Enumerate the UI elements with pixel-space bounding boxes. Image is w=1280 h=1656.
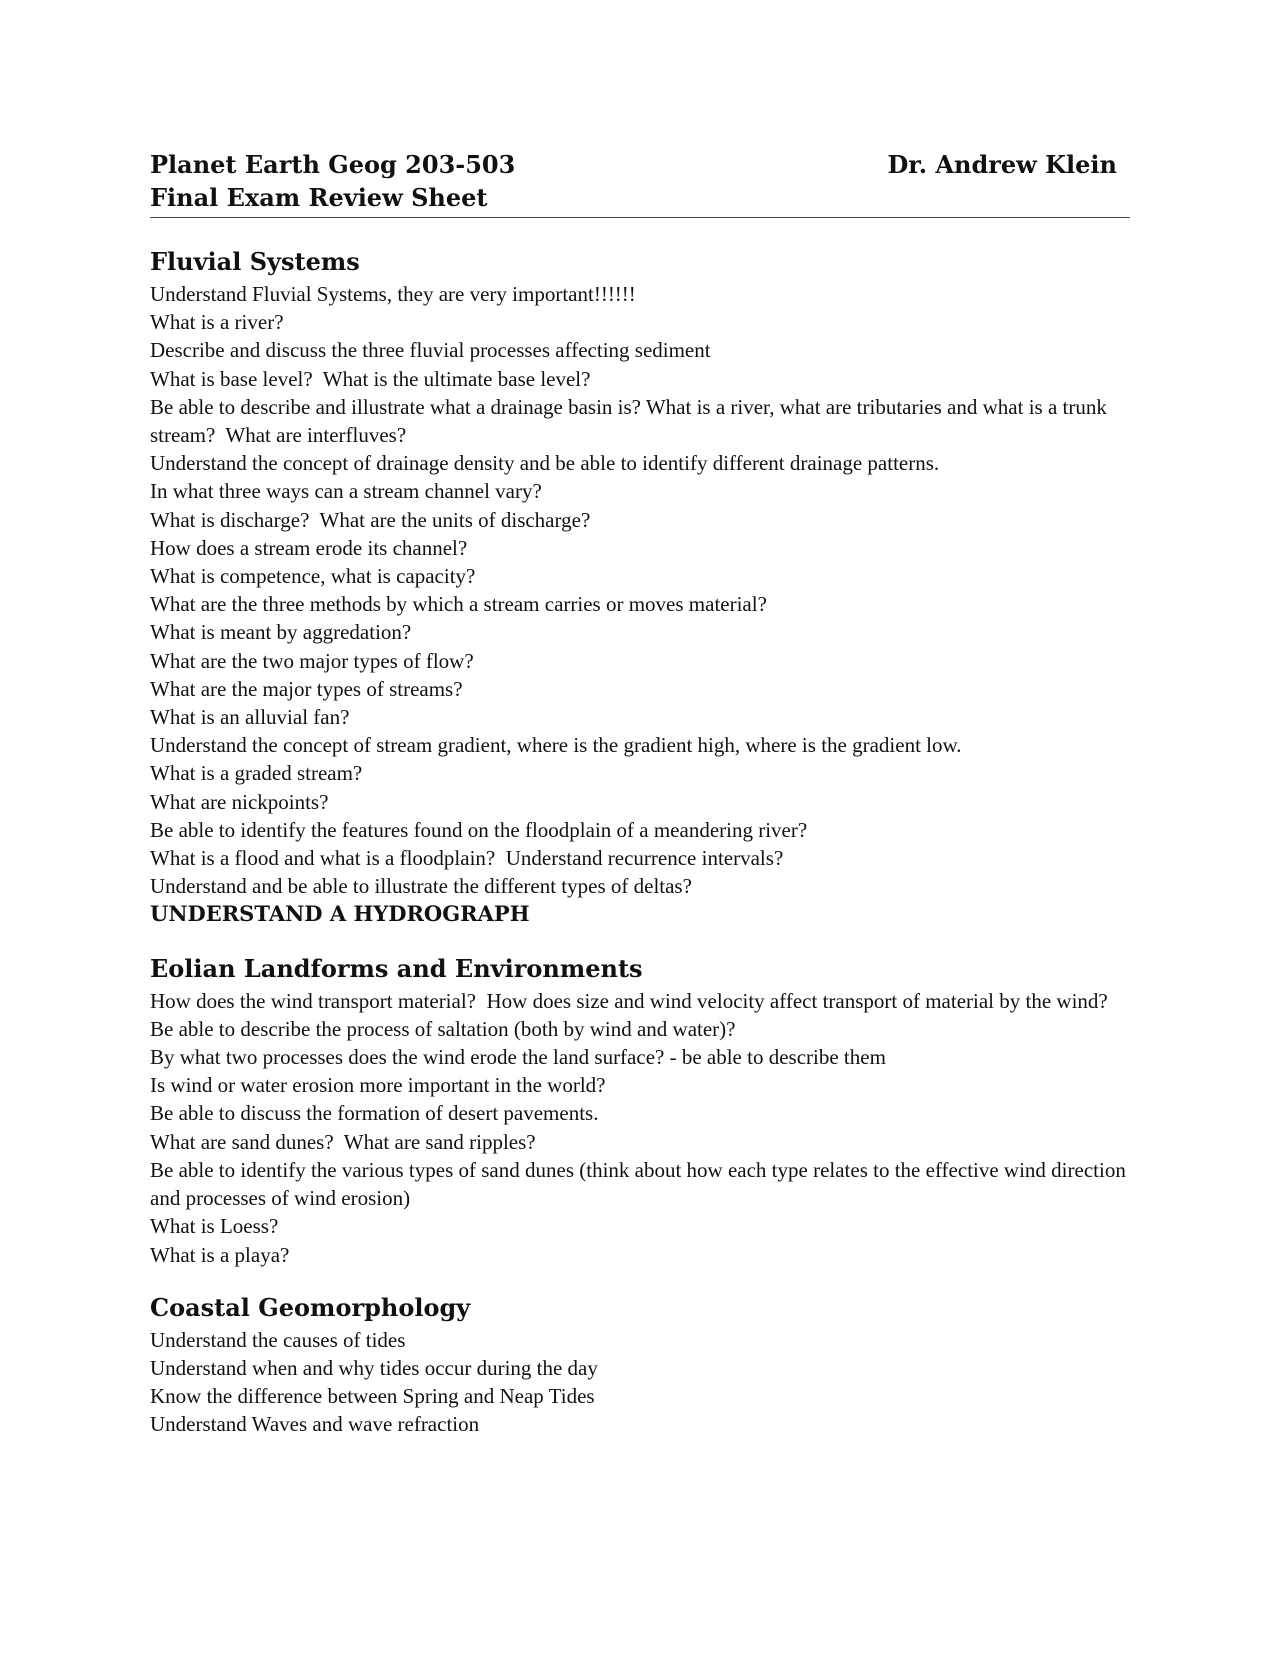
list-item: What is Loess? bbox=[150, 1214, 279, 1239]
list-item: Be able to identify the various types of sand dunes (think about how each type relates to the effective wind direction and processes of wind erosion) bbox=[150, 1157, 1132, 1211]
review-sheet-page bbox=[150, 148, 1130, 1439]
list-item: What is meant by aggredation? bbox=[150, 620, 412, 645]
question-list bbox=[150, 987, 1130, 1269]
header-divider bbox=[150, 217, 1130, 218]
list-item: Understand Waves and wave refraction bbox=[150, 1412, 480, 1437]
section-heading: Fluvial Systems bbox=[150, 247, 360, 276]
list-item: Be able to describe the process of saltation (both by wind and water)? bbox=[150, 1016, 736, 1041]
list-item: Understand the concept of stream gradient, where is the gradient high, where is the gradient low. bbox=[150, 733, 962, 758]
document-header bbox=[150, 148, 1130, 218]
list-item: Understand and be able to illustrate the different types of deltas? bbox=[150, 874, 692, 899]
section-heading: Eolian Landforms and Environments bbox=[150, 953, 643, 983]
list-item: Understand the causes of tides bbox=[150, 1327, 406, 1352]
list-item: How does a stream erode its channel? bbox=[150, 535, 468, 560]
course-title: Planet Earth Geog 203-503 bbox=[150, 150, 516, 179]
instructor-name: Dr. Andrew Klein bbox=[887, 150, 1117, 179]
list-item: Understand the concept of drainage density and be able to identify different drainage patterns. bbox=[150, 451, 940, 476]
section-coastal-geomorphology bbox=[150, 1290, 1130, 1439]
list-item: What is base level? What is the ultimate base level? bbox=[150, 366, 591, 391]
list-item: What are the major types of streams? bbox=[150, 676, 463, 701]
question-list bbox=[150, 1326, 1130, 1439]
list-item: Be able to describe and illustrate what a drainage basin is? What is a river, what are tributaries and what is a trunk stream? What are interfluves? bbox=[150, 394, 1113, 448]
list-item: What are sand dunes? What are sand ripples? bbox=[150, 1129, 536, 1154]
list-item: By what two processes does the wind erode the land surface? - be able to describe them bbox=[150, 1045, 886, 1070]
list-item: What is a flood and what is a floodplain? Understand recurrence intervals? bbox=[150, 846, 784, 871]
list-item: In what three ways can a stream channel vary? bbox=[150, 479, 542, 504]
list-item: How does the wind transport material? How does size and wind velocity affect transport of material by the wind? bbox=[150, 988, 1108, 1013]
header-row bbox=[150, 148, 1130, 181]
section-fluvial-systems bbox=[150, 244, 1130, 929]
list-item: Be able to identify the features found on the floodplain of a meandering river? bbox=[150, 817, 808, 842]
list-item: What is a playa? bbox=[150, 1242, 290, 1267]
question-list bbox=[150, 280, 1130, 929]
list-item: What are the two major types of flow? bbox=[150, 648, 474, 673]
list-item: What is an alluvial fan? bbox=[150, 705, 350, 730]
section-heading: Coastal Geomorphology bbox=[150, 1292, 471, 1322]
document-subtitle: Final Exam Review Sheet bbox=[150, 183, 488, 212]
list-item: What is a river? bbox=[150, 310, 284, 335]
list-item: Is wind or water erosion more important in the world? bbox=[150, 1073, 606, 1098]
list-item: Know the difference between Spring and Neap Tides bbox=[150, 1384, 595, 1409]
list-item: What is a graded stream? bbox=[150, 761, 363, 786]
section-eolian-landforms bbox=[150, 951, 1130, 1269]
list-item: What are nickpoints? bbox=[150, 789, 329, 814]
list-item: Describe and discuss the three fluvial processes affecting sediment bbox=[150, 338, 711, 363]
list-item: Be able to discuss the formation of desert pavements. bbox=[150, 1101, 599, 1126]
list-item: What are the three methods by which a stream carries or moves material? bbox=[150, 592, 767, 617]
emphasized-item: UNDERSTAND A HYDROGRAPH bbox=[150, 901, 530, 927]
list-item: Understand when and why tides occur during the day bbox=[150, 1355, 598, 1380]
list-item: What is competence, what is capacity? bbox=[150, 564, 476, 589]
list-item: What is discharge? What are the units of discharge? bbox=[150, 507, 591, 532]
list-item: Understand Fluvial Systems, they are very important!!!!!! bbox=[150, 282, 636, 306]
